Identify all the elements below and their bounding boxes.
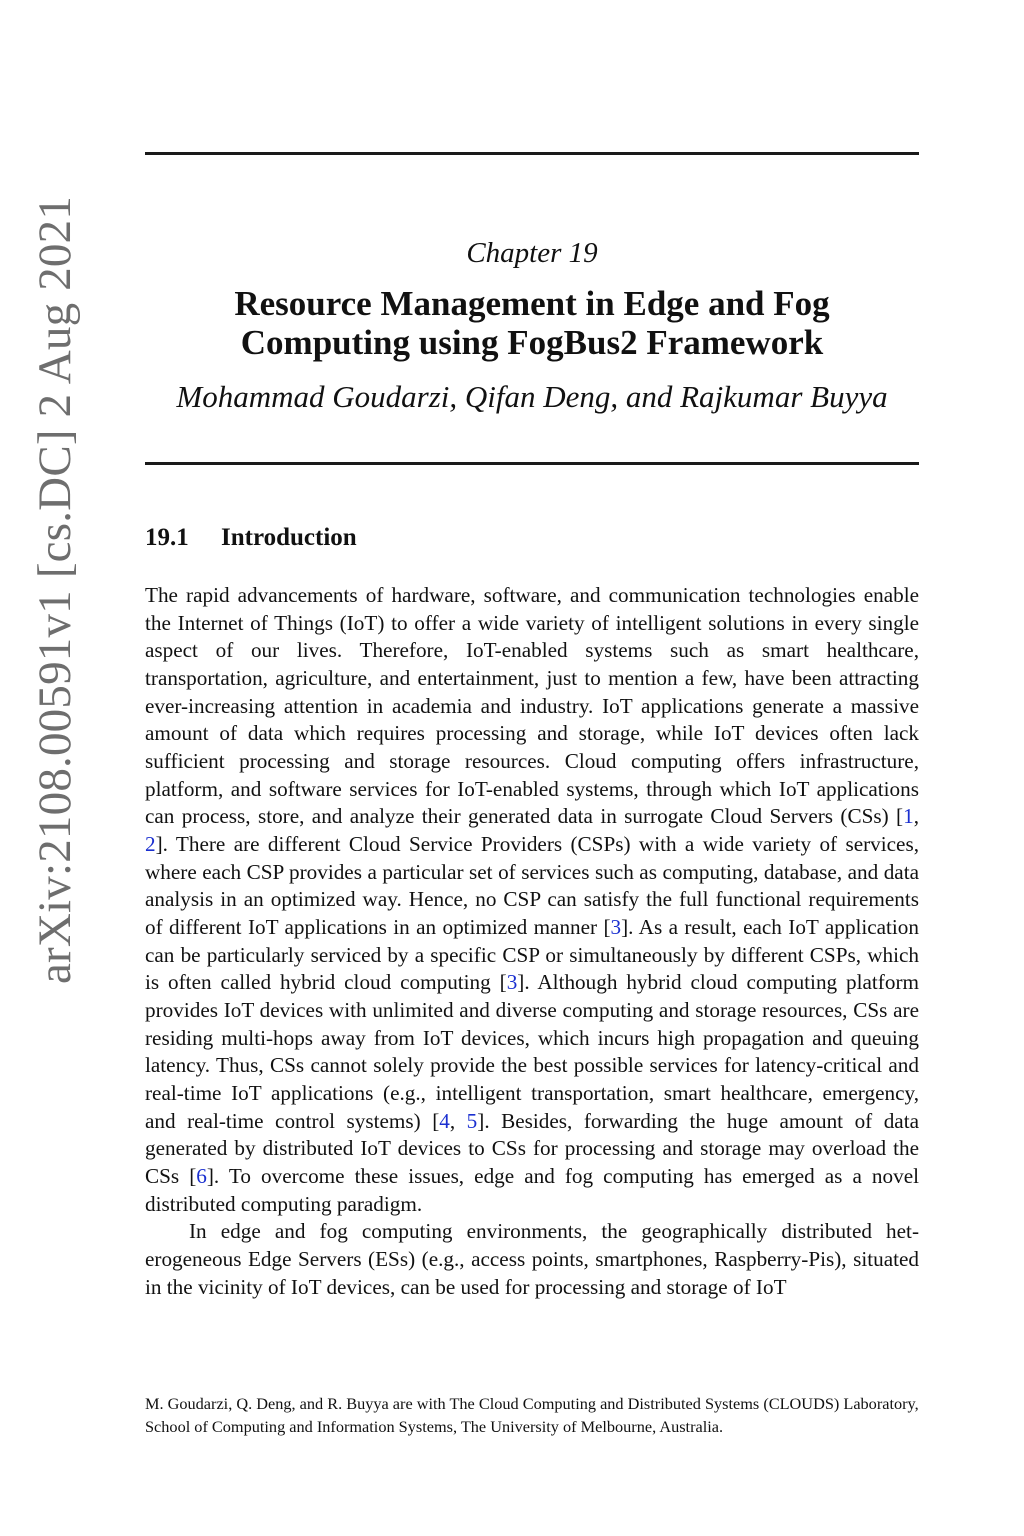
chapter-authors: Mohammad Goudarzi, Qifan Deng, and Rajkumar Buyya (176, 379, 888, 414)
paragraph-1-text-1: The rapid advancements of hardware, software, and communication technologies enable the Internet of Things (IoT) to offer a wide variety of intelligent solutions in every single aspect of our lives. Therefore, IoT-enabled systems such as smart healthcare, transportation, agriculture, and entertainment, just to mention a few, have been attracting ever-increasing attention in academia and industry. IoT applications generate a massive amount of data which requires processing and storage, while IoT devices often lack sufficient processing and storage resources. Cloud computing offers infrastructure, platform, and software services for IoT-enabled systems, through which IoT applications can process, store, and analyze their generated data in surrogate Cloud Servers (CSs) [ (145, 583, 919, 829)
paragraph-1-text-6: ]. To overcome these issues, edge and fog computing has emerged as a novel distributed computing paradigm. (145, 1164, 919, 1216)
citation-link-3[interactable]: 3 (610, 915, 622, 940)
citation-link-6[interactable]: 6 (196, 1164, 207, 1189)
citation-separator-1: , (913, 804, 919, 829)
title-rule-top (145, 152, 919, 155)
body-text (145, 582, 919, 1301)
paragraph-1-text-2: ]. There are different Cloud Service Providers (CSPs) with a wide variety of services, where each CSP provides a particular set of services such as computing, database, and data analysis in an optimized way. Hence, no CSP can satisfy the full functional requirements of different IoT applications in an optimized manner [ (145, 832, 919, 940)
chapter-title (145, 284, 919, 362)
section-heading (145, 524, 357, 552)
paragraph-1-text-5: ]. Besides, forwarding the huge amount of data generated by distributed IoT devices to CSs for processing and storage may overload the CSs [ (145, 1108, 920, 1189)
citation-link-3b[interactable]: 3 (506, 970, 518, 995)
paragraph-1-text-3: ]. As a result, each IoT application can be particularly serviced by a specific CSP or simultaneously by different CSPs, which is often called hybrid cloud computing [ (145, 915, 919, 995)
chapter-title-line-1: Resource Management in Edge and Fog (234, 284, 830, 323)
paragraph-2: In edge and fog computing environments, the geographically distributed heterogeneous Edge Servers (ESs) (e.g., access points, smartphones, Raspberry-Pis), situated in the vicinity of IoT devices, can be used for processing and storage of IoT (145, 1219, 919, 1299)
paragraph-1 (145, 582, 919, 1218)
section-title: Introduction (221, 524, 357, 551)
author-affiliation-footnote: M. Goudarzi, Q. Deng, and R. Buyya are with The Cloud Computing and Distributed Systems (CLOUDS) Laboratory, School of Computing and Information Systems, The University of Melbourne, Australia. (145, 1394, 919, 1436)
citation-separator-2: , (449, 1108, 467, 1133)
citation-link-5[interactable]: 5 (466, 1108, 478, 1133)
paragraph-1-text-4: ]. Although hybrid cloud computing platform provides IoT devices with unlimited and diverse computing and storage resources, CSs are residing multi-hops away from IoT devices, which incurs high propagation and queuing latency. Thus, CSs cannot solely provide the best possible services for latency-critical and real-time IoT applications (e.g., intelligent transportation, smart healthcare, emergency, and real-time control systems) [ (145, 970, 919, 1133)
chapter-title-line-2: Computing using FogBus2 Framework (240, 323, 824, 362)
section-number: 19.1 (145, 524, 189, 551)
arxiv-identifier: arXiv:2108.00591v1 [cs.DC] 2 Aug 2021 (29, 195, 81, 985)
chapter-label: Chapter 19 (466, 237, 598, 269)
citation-link-4[interactable]: 4 (439, 1108, 450, 1133)
citation-link-2[interactable]: 2 (145, 832, 156, 857)
title-rule-bottom (145, 462, 919, 465)
citation-link-1[interactable]: 1 (903, 804, 914, 829)
